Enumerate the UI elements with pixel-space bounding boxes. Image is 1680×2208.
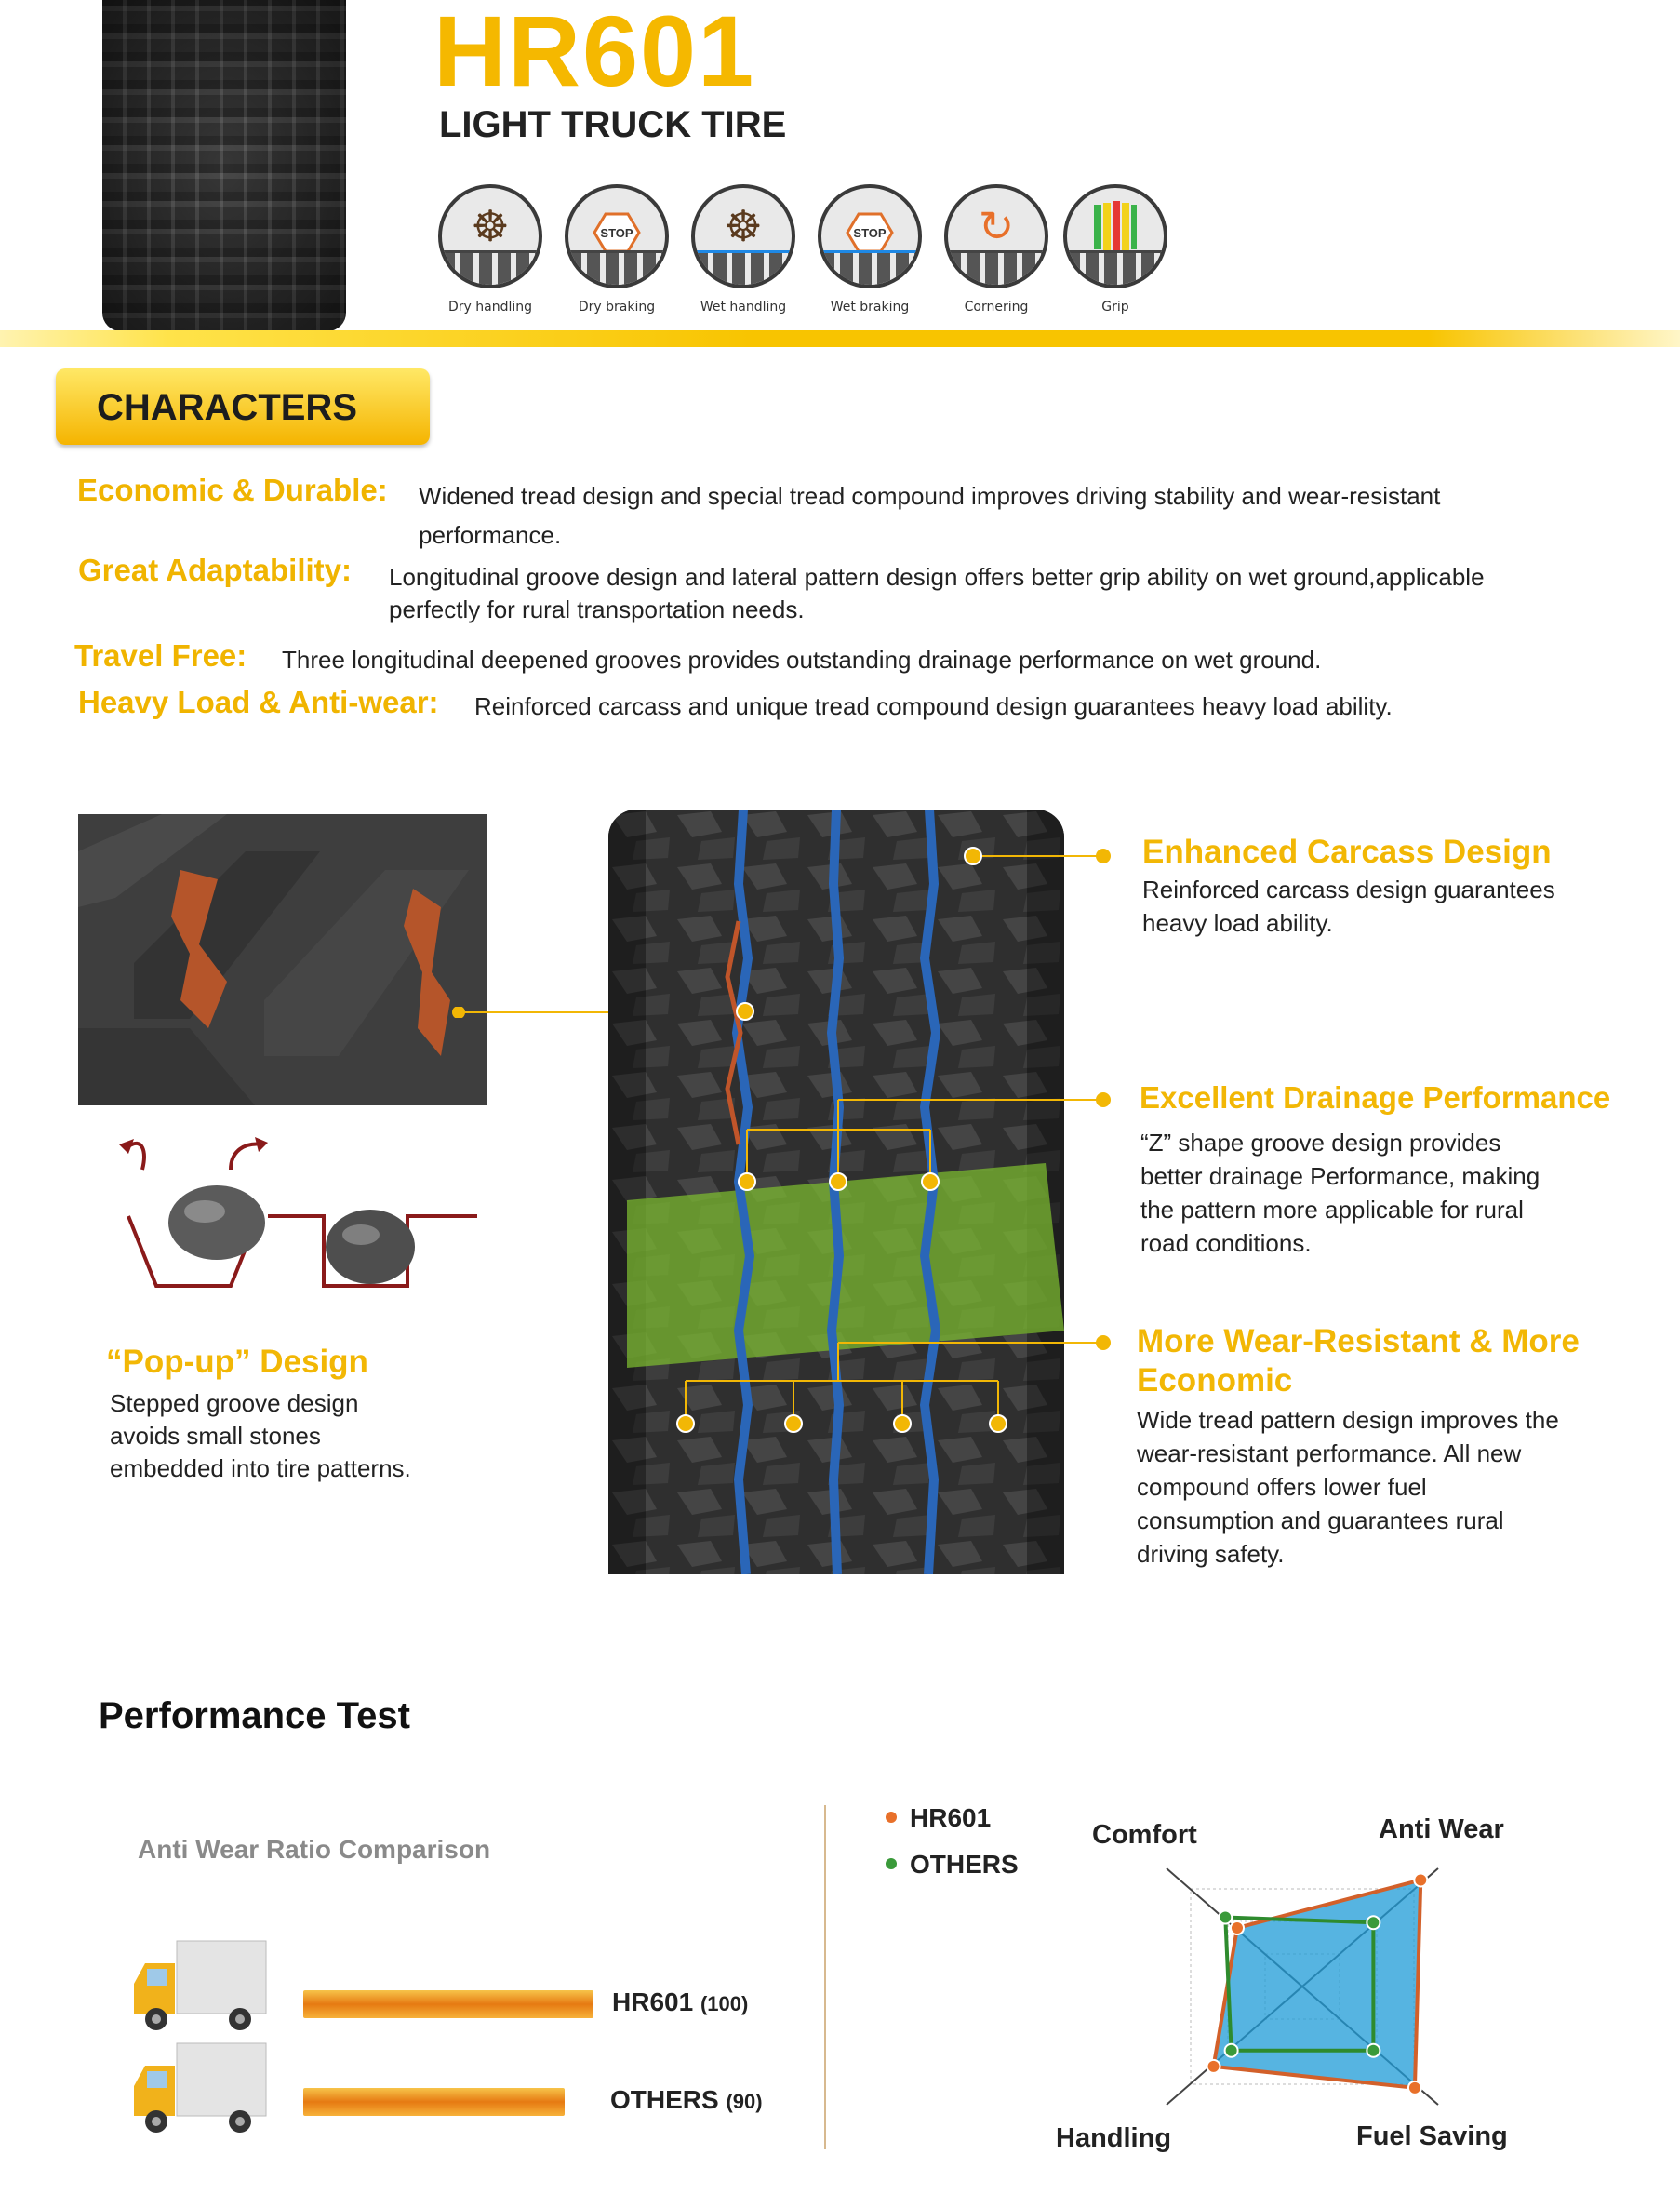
bar-label-hr601: HR601 (100) [612,1987,749,2016]
tire-tread-photo [608,810,1064,1574]
performance-test-title: Performance Test [99,1695,410,1736]
radar-point-others [1225,2044,1238,2057]
stop-sign-icon [565,184,669,288]
feature-heading-heavy-load: Heavy Load & Anti-wear: [78,685,439,719]
popup-heading: “Pop-up” Design [106,1344,368,1380]
bar-hr601 [303,1990,593,2018]
feature-heading-economic: Economic & Durable: [77,473,388,507]
characters-tab [56,368,430,445]
radar-point-others [1367,1916,1380,1929]
radar-label-anti-wear: Anti Wear [1379,1814,1504,1844]
popup-line-2: avoids small stones [110,1422,321,1450]
wear-line-3: compound offers lower fuel [1137,1473,1427,1501]
radar-point-hr601 [1414,1873,1427,1886]
wet-braking-item [815,184,925,314]
tread-closeup-photo [78,814,487,1105]
popup-line-3: embedded into tire patterns. [110,1454,411,1482]
popup-stones-diagram [91,1128,482,1295]
truck-icon [130,1935,268,2036]
legend-hr601: HR601 [886,1803,991,1833]
radar-point-others [1367,2044,1380,2057]
radar-point-hr601 [1231,1921,1244,1934]
radar-point-hr601 [1408,2081,1421,2094]
feature-heading-travel: Travel Free: [74,638,247,673]
drainage-line-2: better drainage Performance, making [1140,1162,1540,1190]
truck-icon [130,2038,268,2138]
wear-line-1: Wide tread pattern design improves the [1137,1406,1559,1434]
feature-text-adaptability-cont: perfectly for rural transportation needs. [389,595,805,623]
svg-text:STOP: STOP [853,226,887,240]
feature-text-economic: Widened tread design and special tread compound improves driving stability and wear-resistant [419,482,1441,510]
section-divider [824,1805,826,2149]
cornering-arrow-icon: ↻ [944,184,1048,288]
legend-dot [886,1812,897,1823]
icon-label: Wet braking [830,300,910,314]
drainage-line-3: the pattern more applicable for rural [1140,1196,1524,1224]
steering-wheel-icon: ☸ [438,184,542,288]
carcass-line-1: Reinforced carcass design guarantees [1142,876,1555,903]
feature-text-heavy-load: Reinforced carcass and unique tread compound design guarantees heavy load ability. [474,692,1393,720]
wear-heading-cont: Economic [1137,1362,1293,1398]
wear-line-4: consumption and guarantees rural [1137,1506,1504,1534]
carcass-heading: Enhanced Carcass Design [1142,834,1552,870]
drainage-line-4: road conditions. [1140,1229,1312,1257]
popup-line-1: Stepped groove design [110,1389,359,1417]
anti-wear-chart-title: Anti Wear Ratio Comparison [138,1835,491,1864]
header-divider-band [0,330,1680,347]
icon-label: Cornering [964,300,1029,314]
feature-text-travel: Three longitudinal deepened grooves provides outstanding drainage performance on wet ground. [282,646,1322,674]
model-title: HR601 [433,0,756,107]
radar-label-handling: Handling [1056,2123,1172,2153]
performance-icons [435,184,1180,324]
svg-text:STOP: STOP [600,226,633,240]
wet-handling-item [688,184,798,314]
grip-item [1060,184,1170,314]
feature-heading-adaptability: Great Adaptability: [78,553,352,587]
dry-braking-item [562,184,672,314]
drainage-heading: Excellent Drainage Performance [1140,1080,1611,1115]
carcass-line-2: heavy load ability. [1142,909,1333,937]
feature-text-adaptability: Longitudinal groove design and lateral pattern design offers better grip ability on wet ground,applicable [389,563,1485,591]
radar-label-comfort: Comfort [1092,1820,1197,1850]
icon-label: Grip [1101,300,1129,314]
radar-label-fuel-saving: Fuel Saving [1356,2121,1508,2151]
wear-line-5: driving safety. [1137,1540,1285,1568]
wear-line-2: wear-resistant performance. All new [1137,1439,1522,1467]
bar-others [303,2088,565,2116]
radar-chart [1153,1852,1451,2121]
tire-type-subtitle: LIGHT TRUCK TIRE [439,104,787,145]
radar-point-others [1219,1911,1232,1924]
tire-top-photo [102,0,346,331]
cornering-item [941,184,1051,314]
drainage-line-1: “Z” shape groove design provides [1140,1129,1501,1157]
radar-point-hr601 [1207,2060,1220,2073]
feature-text-economic-cont: performance. [419,521,562,549]
grip-heatmap-icon [1063,184,1167,288]
characters-title: CHARACTERS [97,387,357,428]
dry-handling-item [435,184,545,314]
stop-sign-water-icon [818,184,922,288]
radar-series-hr601 [1214,1880,1421,2087]
icon-label: Dry handling [447,300,533,314]
steering-wheel-water-icon: ☸ [691,184,795,288]
icon-label: Wet handling [700,300,787,314]
wear-heading: More Wear-Resistant & More [1137,1323,1580,1359]
legend-dot [886,1858,897,1869]
icon-label: Dry braking [578,300,656,314]
legend-others: OTHERS [886,1850,1019,1880]
bar-label-others: OTHERS (90) [610,2085,763,2114]
